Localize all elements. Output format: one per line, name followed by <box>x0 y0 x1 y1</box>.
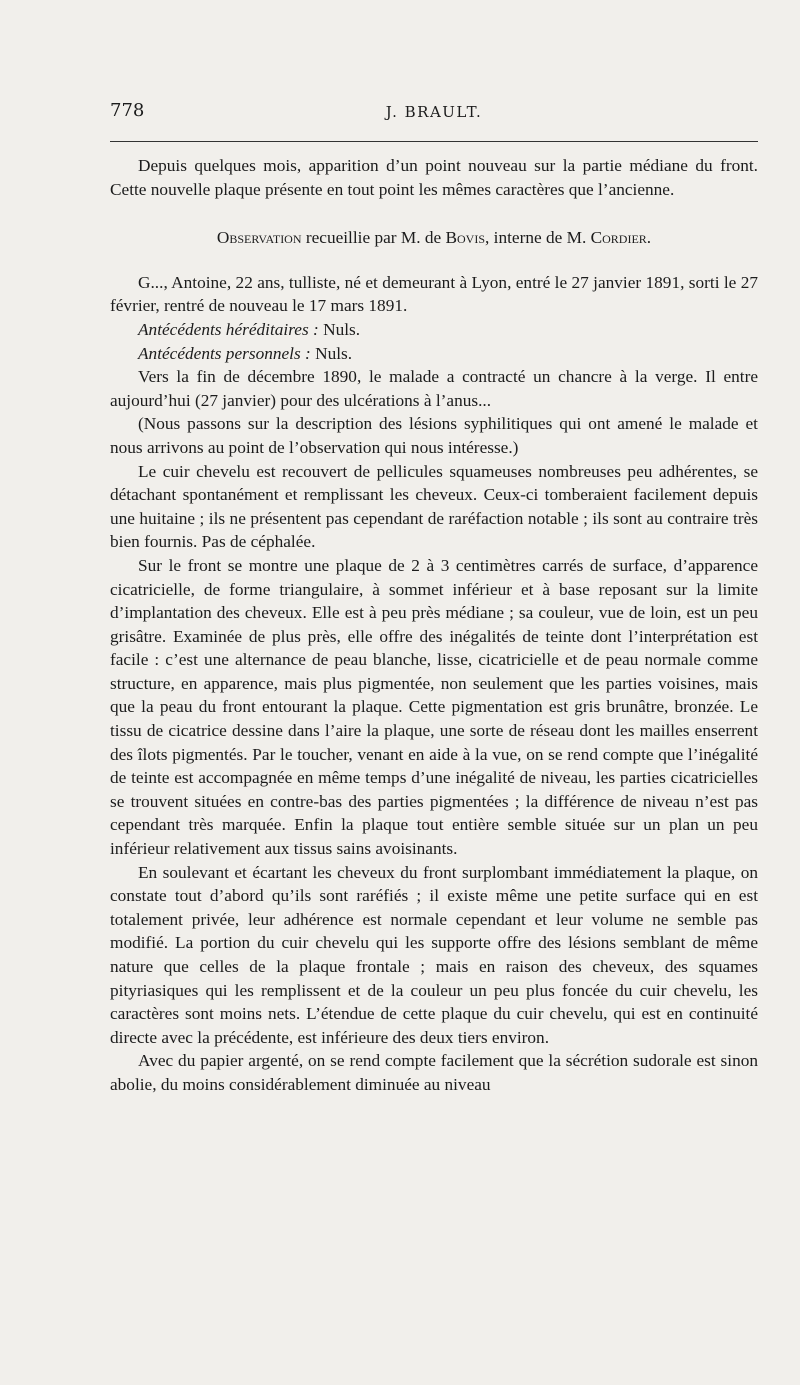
paragraph-note: (Nous passons sur la description des lésions syphilitiques qui ont amené le malade et nous arrivons au point de l’observation qui nous intéresse.) <box>110 414 758 457</box>
observation-heading <box>110 226 758 250</box>
running-title: J. BRAULT. <box>385 103 483 121</box>
heading-end: . <box>646 228 652 248</box>
heading-middle: recueillie par M. de <box>301 228 446 248</box>
personal-label: Antécédents personnels : <box>138 343 311 363</box>
paragraph-hair: En soulevant et écartant les cheveux du front surplombant immédiatement la plaque, on constate tout d’abord qu’ils sont raréfiés ; il existe même une petite surface qui en est totalement privée, leur adhérence est normale cependant et leur volume ne semble pas modifié. La portion du cuir chevelu qui les supporte offre des lésions semblant de même nature que celles de la plaque frontale ; mais en raison des cheveux, des squames pityriasiques qui les remplissent et de la couleur un peu plus foncée du cuir chevelu, les caractères sont moins nets. L’étendue de cette plaque du cuir chevelu, qui est en continuité directe avec la précédente, est inférieure des deux tiers environ. <box>110 862 758 1047</box>
personal-value: Nuls. <box>310 343 353 363</box>
heading-label: Observation <box>216 228 302 248</box>
body-text <box>110 154 758 1097</box>
paragraph-sweat: Avec du papier argenté, on se rend compte facilement que la sécrétion sudorale est sinon abolie, du moins considérablement diminuée au niveau <box>110 1051 758 1094</box>
hereditary-label: Antécédents héréditaires : <box>138 319 319 339</box>
heading-name-bovis: Bovis <box>445 228 486 248</box>
page-number: 778 <box>110 100 145 121</box>
paragraph-chancre: Vers la fin de décembre 1890, le malade a contracté un chancre à la verge. Il entre aujourd’hui (27 janvier) pour des ulcérations à l’anus... <box>110 367 758 410</box>
paragraph-personal <box>110 342 758 366</box>
heading-name-cordier: Cordier <box>590 228 647 248</box>
running-head <box>110 100 758 124</box>
heading-middle-2: , interne de M. <box>485 228 591 248</box>
paragraph-forehead-plaque: Sur le front se montre une plaque de 2 à 3 centimètres carrés de surface, d’apparence cicatricielle, de forme triangulaire, à sommet inférieur et à base reposant sur la limite d’implantation des cheveux. Elle est à peu près médiane ; sa couleur, vue de loin, est un peu grisâtre. Examinée de plus près, elle offre des inégalités de teinte dont l’interprétation est facile : c’est une alternance de peau blanche, lisse, cicatricielle et de peau normale comme structure, en apparence, mais plus pigmentée, non seulement que les parties voisines, mais que la peau du front entourant la plaque. Cette pigmentation est gris brunâtre, bronzée. Le tissu de cicatrice dessine dans l’aire la plaque, une sorte de réseau dont les mailles enserrent des îlots pigmentés. Par le toucher, venant en aide à la vue, on se rend compte que l’inégalité de teinte est accompagnée en même temps d’une inégalité de niveau, les parties cicatricielles se trouvent situées en contre-bas des parties pigmentées ; la différence de niveau n’est pas cependant très marquée. Enfin la plaque tout entière semble située sur un plan un peu inférieur relativement aux tissus sains avoisinants. <box>110 555 758 859</box>
hereditary-value: Nuls. <box>318 319 361 339</box>
paragraph-scalp: Le cuir chevelu est recouvert de pellicules squameuses nombreuses peu adhérentes, se détachant spontanément et remplissant les cheveux. Ceux-ci tomberaient facilement depuis une huitaine ; ils ne présentent pas cependant de raréfaction notable ; ils sont au contraire très bien fournis. Pas de céphalée. <box>110 461 758 552</box>
paragraph-patient: G..., Antoine, 22 ans, tulliste, né et demeurant à Lyon, entré le 27 janvier 1891, sorti le 27 février, rentré de nouveau le 17 mars 1891. <box>110 272 758 316</box>
paragraph-hereditary <box>110 318 758 342</box>
paragraph-intro: Depuis quelques mois, apparition d’un point nouveau sur la partie médiane du front. Cette nouvelle plaque présente en tout point les mêmes caractères que l’ancienne. <box>110 156 758 199</box>
header-rule <box>110 141 758 142</box>
